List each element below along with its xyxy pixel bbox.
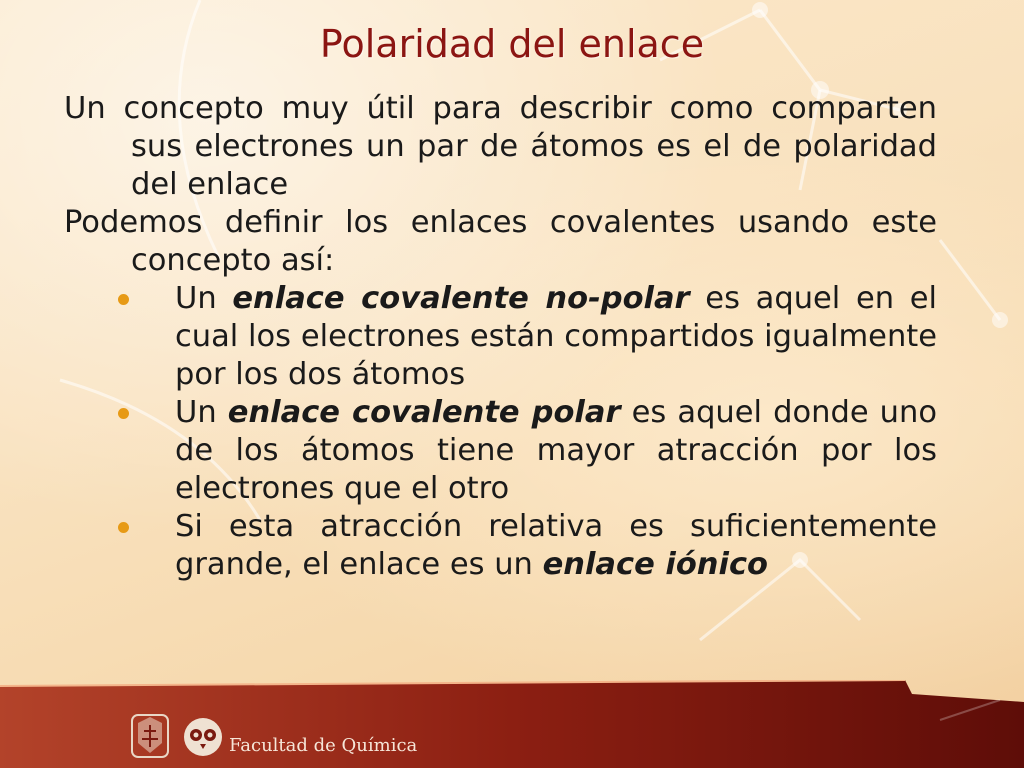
bullet-dot-icon <box>118 294 129 305</box>
bullet-item-nonpolar <box>175 280 937 394</box>
bullet-item-polar <box>175 394 937 508</box>
unam-seal-icon <box>130 713 170 759</box>
bullet-item-ionic <box>175 508 937 584</box>
bullet-dot-icon <box>118 522 129 533</box>
bullet-text-pre: Un <box>175 395 228 430</box>
bullet-term-ionic: enlace iónico <box>542 547 769 582</box>
paragraph-definition: Podemos definir los enlaces covalentes usando este concepto así: <box>64 205 937 278</box>
bullet-list <box>64 280 937 584</box>
paragraph-intro: Un concepto muy útil para describir como comparten sus electrones un par de átomos es el de polaridad del enlace <box>64 91 937 202</box>
faculty-owl-logo <box>182 716 224 758</box>
slide-body <box>64 90 937 584</box>
bullet-term-nonpolar: enlace covalente no-polar <box>232 281 690 316</box>
bullet-term-polar: enlace covalente polar <box>227 395 621 430</box>
bullet-dot-icon <box>118 408 129 419</box>
bullet-text-post: es aquel donde uno de los átomos tiene mayor atracción por los electrones que el otro <box>175 395 938 506</box>
bullet-text-pre: Un <box>175 281 233 316</box>
bullet-text-post: es aquel en el cual los electrones están compartidos igualmente por los dos átomos <box>175 281 937 392</box>
page-title: Polaridad del enlace <box>319 22 705 66</box>
bullet-text-pre: Si esta atracción relativa es suficientemente grande, el enlace es un <box>175 509 937 582</box>
institution-name: Facultad de Química <box>229 735 418 756</box>
